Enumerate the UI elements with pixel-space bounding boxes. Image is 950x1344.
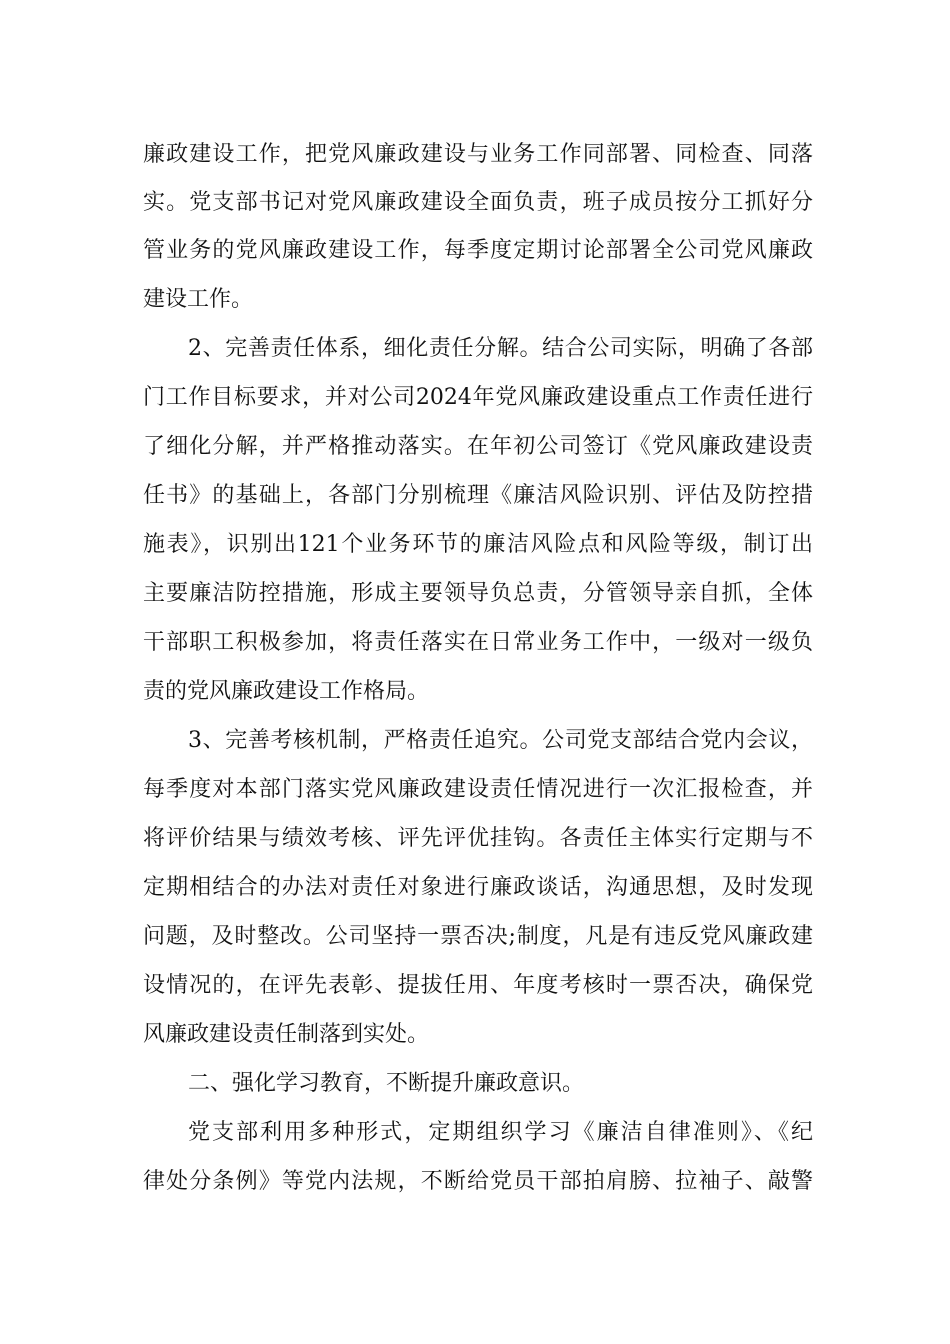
text-line: 管业务的党风廉政建设工作，每季度定期讨论部署全公司党风廉政 (143, 238, 813, 263)
text-line: 风廉政建设责任制落到实处。 (143, 1022, 430, 1047)
text-line: 实。党支部书记对党风廉政建设全面负责，班子成员按分工抓好分 (143, 190, 813, 215)
text-line: 主要廉洁防控措施，形成主要领导负总责，分管领导亲自抓，全体 (143, 581, 813, 606)
text-line: 每季度对本部门落实党风廉政建设责任情况进行一次汇报检查，并 (143, 777, 813, 802)
text-line: 门工作目标要求，并对公司2024年党风廉政建设重点工作责任进行 (143, 385, 813, 410)
text-line: 干部职工积极参加，将责任落实在日常业务工作中，一级对一级负 (143, 630, 813, 655)
text-line: 律处分条例》等党内法规，不断给党员干部拍肩膀、拉袖子、敲警 (143, 1169, 813, 1194)
text-line: 责的党风廉政建设工作格局。 (143, 679, 430, 704)
paragraph-first-line: 2、完善责任体系，细化责任分解。结合公司实际，明确了各部 (188, 336, 813, 361)
text-line: 设情况的，在评先表彰、提拔任用、年度考核时一票否决，确保党 (143, 973, 813, 998)
section-heading: 二、强化学习教育，不断提升廉政意识。 (188, 1071, 585, 1096)
paragraph-first-line: 3、完善考核机制，严格责任追究。公司党支部结合党内会议， (188, 728, 813, 753)
text-line: 廉政建设工作，把党风廉政建设与业务工作同部署、同检查、同落 (143, 142, 813, 167)
text-line: 施表》，识别出121个业务环节的廉洁风险点和风险等级，制订出 (143, 532, 813, 557)
text-line: 将评价结果与绩效考核、评先评优挂钩。各责任主体实行定期与不 (143, 826, 813, 851)
text-line: 任书》的基础上，各部门分别梳理《廉洁风险识别、评估及防控措 (143, 483, 813, 508)
text-line: 了细化分解，并严格推动落实。在年初公司签订《党风廉政建设责 (143, 434, 813, 459)
text-line: 问题，及时整改。公司坚持一票否决;制度，凡是有违反党风廉政建 (143, 924, 813, 949)
paragraph-first-line: 党支部利用多种形式，定期组织学习《廉洁自律准则》、《纪 (188, 1120, 813, 1145)
text-line: 定期相结合的办法对责任对象进行廉政谈话，沟通思想，及时发现 (143, 875, 813, 900)
text-line: 建设工作。 (143, 287, 254, 312)
